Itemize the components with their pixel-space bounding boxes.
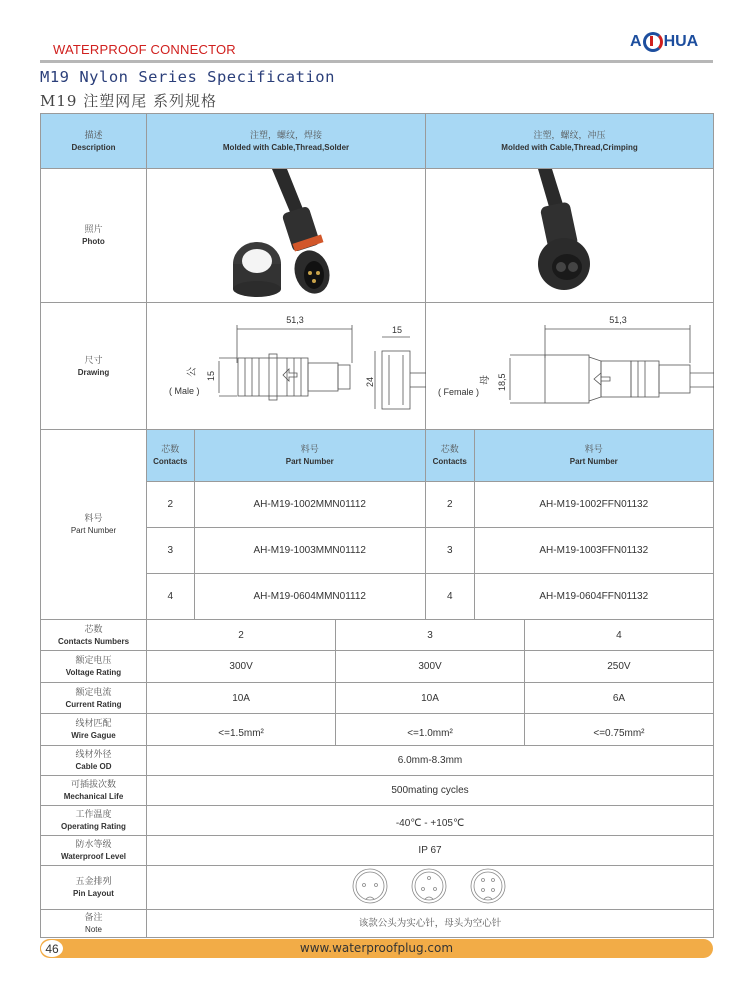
spec-row-mechanical-life — [41, 776, 714, 806]
drawing-label: 尺寸 Drawing — [41, 303, 147, 430]
3-pin-layout-icon — [412, 869, 446, 903]
spec-label: 线材外径 Cable OD — [41, 746, 147, 776]
female-part-number: AH-M19-1002FFN01132 — [539, 499, 649, 510]
logo-mark-icon — [643, 32, 663, 52]
section-title: WATERPROOF CONNECTOR — [53, 42, 236, 57]
female-dimension-drawing — [426, 303, 714, 427]
spec-value: 10A — [147, 683, 336, 713]
svg-text:母: 母 — [480, 375, 492, 385]
svg-text:公: 公 — [187, 367, 198, 377]
mechanical-life-value: 500mating cycles — [147, 776, 714, 806]
female-pn-header: 料号 Part Number — [474, 430, 713, 481]
male-connector-image — [147, 169, 426, 299]
svg-text:51,3: 51,3 — [286, 315, 304, 325]
spec-label: 五金排列 Pin Layout — [41, 866, 147, 910]
cable-od-value: 6.0mm-8.3mm — [147, 746, 714, 776]
spec-row-wire-gauge — [41, 714, 714, 746]
operating-value: -40℃ - +105℃ — [147, 806, 714, 836]
female-contacts-header: 芯数 Contacts — [426, 430, 474, 481]
part-number-label: 料号 Part Number — [41, 430, 147, 620]
male-dimension-drawing — [147, 303, 426, 427]
spec-value: 4 — [616, 629, 622, 641]
pin-layout-cell — [147, 866, 714, 910]
spec-label: 可插拔次数 Mechanical Life — [41, 776, 147, 806]
svg-text:( Female ): ( Female ) — [438, 387, 480, 397]
spec-value: 3 — [336, 620, 525, 650]
spec-label: 备注 Note — [41, 910, 147, 938]
spec-row-voltage — [41, 651, 714, 683]
male-connector-photo — [147, 169, 426, 303]
svg-text:18,5: 18,5 — [497, 373, 508, 391]
female-connector-photo — [426, 169, 714, 303]
spec-label: 防水等级 Waterproof Level — [41, 836, 147, 866]
spec-row-current — [41, 683, 714, 714]
female-drawing — [426, 303, 714, 430]
footer-bar — [40, 939, 713, 958]
male-contacts-cell: 4 — [147, 574, 194, 619]
waterproof-value: IP 67 — [147, 836, 714, 866]
spec-row-contacts — [41, 620, 714, 651]
svg-text:15: 15 — [391, 325, 403, 335]
2-pin-layout-icon — [353, 869, 387, 903]
spec-label: 芯数 Contacts Numbers — [41, 620, 147, 651]
note-value: 该款公头为实心针，母头为空心针 — [147, 910, 714, 938]
part-number-header-row — [41, 430, 714, 482]
male-part-number: AH-M19-1003MMN01112 — [253, 545, 366, 556]
female-type-header: 注塑，螺纹，冲压 Molded with Cable,Thread,Crimping — [426, 114, 714, 169]
spec-table — [40, 113, 714, 938]
spec-row-waterproof — [41, 836, 714, 866]
male-type-header: 注塑，螺纹，焊接 Molded with Cable,Thread,Solder — [147, 114, 426, 169]
female-connector-image — [426, 169, 714, 299]
spec-value: 250V — [607, 661, 631, 672]
female-part-number: AH-M19-1003FFN01132 — [539, 545, 649, 556]
spec-value: 6A — [612, 692, 626, 704]
spec-label: 额定电流 Current Rating — [41, 683, 147, 714]
description-row — [41, 114, 714, 169]
photo-row — [41, 169, 714, 303]
svg-text:51,3: 51,3 — [609, 315, 627, 325]
svg-text:24: 24 — [365, 376, 375, 387]
spec-value: 300V — [336, 651, 525, 682]
aohua-logo — [630, 32, 698, 52]
spec-value: <=1.5mm² — [147, 714, 336, 745]
drawing-row — [41, 303, 714, 430]
male-drawing — [147, 303, 426, 430]
4-pin-layout-icon — [471, 869, 505, 903]
spec-value: <=1.0mm² — [336, 714, 525, 745]
spec-row-note — [41, 910, 714, 938]
logo-text: HUA — [663, 33, 699, 50]
page-title-en: M19 Nylon Series Specification — [40, 68, 335, 86]
page-title-cn: M19 注塑网尾 系列规格 — [40, 92, 217, 110]
svg-text:( Male ): ( Male ) — [169, 386, 200, 396]
spec-label: 工作温度 Operating Rating — [41, 806, 147, 836]
page-number: 46 — [40, 939, 64, 958]
logo-letter: A — [630, 33, 642, 50]
photo-label: 照片 Photo — [41, 169, 147, 303]
spec-value: <=0.75mm² — [593, 728, 645, 739]
male-contacts-cell: 2 — [147, 482, 194, 527]
spec-row-cable-od — [41, 746, 714, 776]
description-label: 描述 Description — [41, 114, 147, 169]
female-part-number: AH-M19-0604FFN01132 — [539, 591, 649, 602]
spec-row-operating — [41, 806, 714, 836]
spec-row-pin-layout — [41, 866, 714, 910]
male-pn-header: 料号 Part Number — [194, 430, 425, 481]
spec-label: 线材匹配 Wire Gague — [41, 714, 147, 746]
spec-label: 额定电压 Voltage Rating — [41, 651, 147, 683]
female-contacts-cell: 2 — [426, 482, 474, 527]
male-contacts-header: 芯数 Contacts — [147, 430, 194, 481]
spec-value: 2 — [147, 620, 336, 650]
male-part-number: AH-M19-1002MMN01112 — [253, 499, 366, 510]
spec-value: 300V — [147, 651, 336, 682]
website-link[interactable]: www.waterproofplug.com — [299, 941, 454, 955]
female-contacts-cell: 3 — [426, 528, 474, 573]
male-part-number: AH-M19-0604MMN01112 — [253, 591, 366, 602]
spec-value: 10A — [336, 683, 525, 713]
svg-text:15: 15 — [206, 370, 216, 381]
male-contacts-cell: 3 — [147, 528, 194, 573]
female-contacts-cell: 4 — [426, 574, 474, 619]
header-divider — [40, 60, 713, 63]
